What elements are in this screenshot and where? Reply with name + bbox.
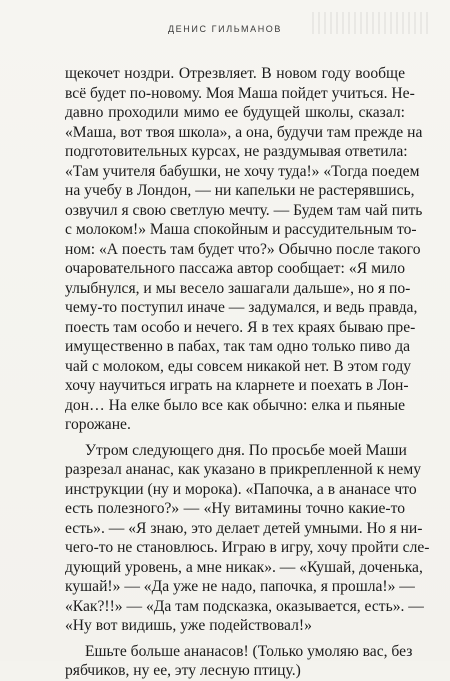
text-line: ном: «А поесть там будет что?» Обычно после такого [65,240,421,258]
body-text [65,64,430,681]
text-line: чай с молоком, еды совсем никакой нет. В этом году [65,357,412,375]
text-line: с молоком!» Маша спокойным и рассудительным то- [65,221,417,238]
text-line: хочу научиться играть на кларнете и поехать в Лон- [65,377,409,394]
text-line: озвучил я свою светлую мечту. — Будем там чай пить [65,201,423,219]
text-line: горожане. [65,416,131,433]
text-line: на учебу в Лондон, — ни капельки не растерявшись, [65,182,415,199]
paragraph [65,642,413,681]
paragraph [65,441,430,636]
text-line: разрезал ананас, как указано в прикрепленной к нему [65,461,421,478]
text-line: есть». — «Я знаю, это делает детей умными. Но я ни- [65,519,423,537]
text-line: давно проходили мимо ее будущей школы, сказал: [65,104,405,121]
text-line: чего-то не становлюсь. Играю в игру, хочу пройти сле- [65,539,430,556]
text-line: кушай!» — «Да уже не надо, папочка, я прошла!» — [65,578,415,595]
text-line: чему-то поступил иначе — задумался, и ведь правда, [65,299,418,316]
running-header: ДЕНИС ГИЛЬМАНОВ [167,24,283,34]
text-line: дон… На елке было все как обычно: елка и пьяные [65,396,405,414]
text-line: «Ну вот видишь, уже подействовал!» [65,617,312,634]
text-line: Ешьте больше ананасов! (Только умоляю вас, без [85,642,413,660]
text-line: «Маша, вот твоя школа», а она, будучи там прежде на [65,123,423,141]
text-line: очаровательного пассажа автор сообщает: «Я мило [65,260,405,277]
text-line: всё будет по-новому. Моя Маша пойдет учиться. Не- [65,84,415,102]
text-line: улыбнулся, и мы весело зашагали дальше», но я по- [65,279,411,297]
text-line: Утром следующего дня. По просьбе моей Маши [85,441,407,459]
text-line: имущественно в пабах, так там одно только пиво да [65,338,411,355]
text-line: поесть там особо и нечего. Я в тех краях бываю пре- [65,318,416,336]
text-line: дующий уровень, а мне никак». — «Кушай, доченька, [65,558,423,576]
text-line: подготовительных курсах, не раздумывая ответила: [65,143,408,160]
text-line: «Как?!!» — «Да там подсказка, оказывается, есть». — [65,597,424,615]
text-line: инструкции (ну и морока). «Папочка, а в ананасе что [65,480,417,498]
text-line: рябчиков, ну ее, эту лесную птицу.) [65,662,301,679]
text-line: щекочет ноздри. Отрезвляет. В новом году вообще [65,65,405,82]
paragraph [65,64,423,435]
text-line: «Там учителя бабушки, не хочу туда!» «Тогда поедем [65,162,420,180]
text-line: есть полезного?» — «Ну витамины точно какие-то [65,500,405,517]
